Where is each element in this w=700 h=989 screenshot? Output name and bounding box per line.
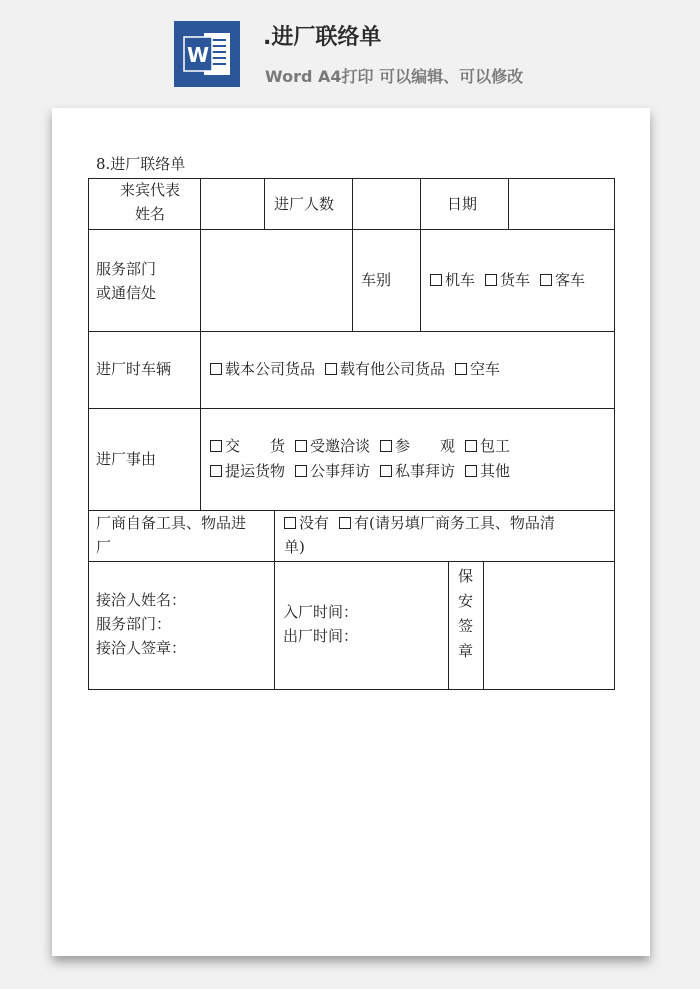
checkbox-icon — [380, 440, 392, 452]
checkbox-pickup[interactable]: 提运货物 — [210, 462, 285, 480]
vendor-tools-options — [284, 511, 555, 559]
checkbox-contract[interactable]: 包工 — [465, 437, 510, 455]
visitor-rep-label — [100, 178, 200, 226]
table-border — [420, 229, 421, 332]
visitor-count-label: 进厂人数 — [274, 195, 335, 213]
contact-seal-label: 接洽人签章： — [96, 639, 187, 657]
security-seal-label — [458, 564, 473, 664]
contact-name-label: 接洽人姓名： — [96, 591, 187, 609]
table-border — [614, 178, 615, 690]
checkbox-icon — [430, 274, 442, 286]
security-char: 签 — [458, 617, 474, 635]
visitor-rep-label-line1: 来宾代表 — [119, 181, 180, 199]
entry-reason-options-line1 — [210, 434, 510, 458]
vendor-tools-label-line2: 厂 — [96, 538, 112, 556]
table-border — [420, 178, 421, 230]
vendor-tools-label-line1: 厂商自备工具、物品进 — [96, 514, 247, 532]
checkbox-has-tools[interactable]: 有(请另填厂商务工具、物品清 — [339, 514, 555, 532]
table-border — [352, 229, 353, 332]
checkbox-private-visit[interactable]: 私事拜访 — [380, 462, 455, 480]
checkbox-truck[interactable]: 货车 — [485, 271, 530, 289]
page-header — [0, 0, 700, 100]
security-char: 安 — [458, 592, 474, 610]
date-label: 日期 — [447, 195, 478, 213]
checkbox-no-tools[interactable]: 没有 — [284, 514, 329, 532]
checkbox-icon — [465, 465, 477, 477]
time-in-label: 入厂时间： — [283, 603, 359, 621]
word-icon-letter: W — [186, 43, 210, 67]
table-border — [448, 561, 449, 690]
checkbox-icon — [210, 440, 222, 452]
time-out-label: 出厂时间： — [283, 627, 359, 645]
contact-info — [96, 588, 186, 660]
checkbox-icon — [295, 440, 307, 452]
has-tools-line2: 单) — [284, 538, 305, 556]
service-dept-label-line2: 或通信处 — [96, 284, 157, 302]
security-char: 保 — [458, 567, 474, 585]
vendor-tools-label — [96, 511, 246, 559]
checkbox-icon — [284, 517, 296, 529]
vehicle-type-label: 车别 — [361, 271, 392, 289]
visitor-rep-label-line2: 姓名 — [134, 205, 165, 223]
table-border — [88, 408, 615, 409]
checkbox-icon — [485, 274, 497, 286]
entry-exit-times — [283, 600, 358, 648]
date-field[interactable] — [509, 179, 614, 229]
entry-reason-label: 进厂事由 — [96, 450, 157, 468]
checkbox-icon — [295, 465, 307, 477]
checkbox-other[interactable]: 其他 — [465, 462, 510, 480]
checkbox-empty[interactable]: 空车 — [455, 360, 500, 378]
service-dept-label — [96, 257, 156, 305]
visitor-count-field[interactable] — [353, 179, 420, 229]
service-dept-label-line1: 服务部门 — [96, 260, 157, 278]
document-subtitle: Word A4打印 可以编辑、可以修改 — [265, 67, 524, 86]
table-border — [264, 178, 265, 230]
table-border — [88, 178, 89, 690]
checkbox-business-visit[interactable]: 公事拜访 — [295, 462, 370, 480]
checkbox-icon — [380, 465, 392, 477]
checkbox-icon — [325, 363, 337, 375]
service-dept-field[interactable] — [201, 230, 352, 331]
checkbox-visit[interactable]: 参 观 — [380, 437, 455, 455]
form-title: 8.进厂联络单 — [96, 155, 186, 173]
entry-reason-options-line2 — [210, 459, 510, 483]
checkbox-delivery[interactable]: 交 货 — [210, 437, 285, 455]
vehicle-status-label: 进厂时车辆 — [96, 360, 172, 378]
checkbox-icon — [540, 274, 552, 286]
table-border — [274, 510, 275, 690]
word-document-icon — [174, 21, 240, 87]
vehicle-type-options — [430, 268, 585, 292]
document-title: .进厂联络单 — [263, 25, 382, 50]
checkbox-other-goods[interactable]: 载有他公司货品 — [325, 360, 445, 378]
checkbox-own-goods[interactable]: 载本公司货品 — [210, 360, 315, 378]
checkbox-icon — [210, 363, 222, 375]
contact-dept-label: 服务部门： — [96, 615, 172, 633]
checkbox-icon — [339, 517, 351, 529]
table-border — [88, 689, 615, 690]
checkbox-invited[interactable]: 受邀洽谈 — [295, 437, 370, 455]
security-char: 章 — [458, 642, 474, 660]
security-seal-field[interactable] — [484, 562, 614, 689]
checkbox-icon — [455, 363, 467, 375]
checkbox-icon — [465, 440, 477, 452]
checkbox-bus[interactable]: 客车 — [540, 271, 585, 289]
visitor-rep-field[interactable] — [201, 179, 264, 229]
vehicle-status-options — [210, 357, 500, 381]
checkbox-icon — [210, 465, 222, 477]
checkbox-motorcycle[interactable]: 机车 — [430, 271, 475, 289]
